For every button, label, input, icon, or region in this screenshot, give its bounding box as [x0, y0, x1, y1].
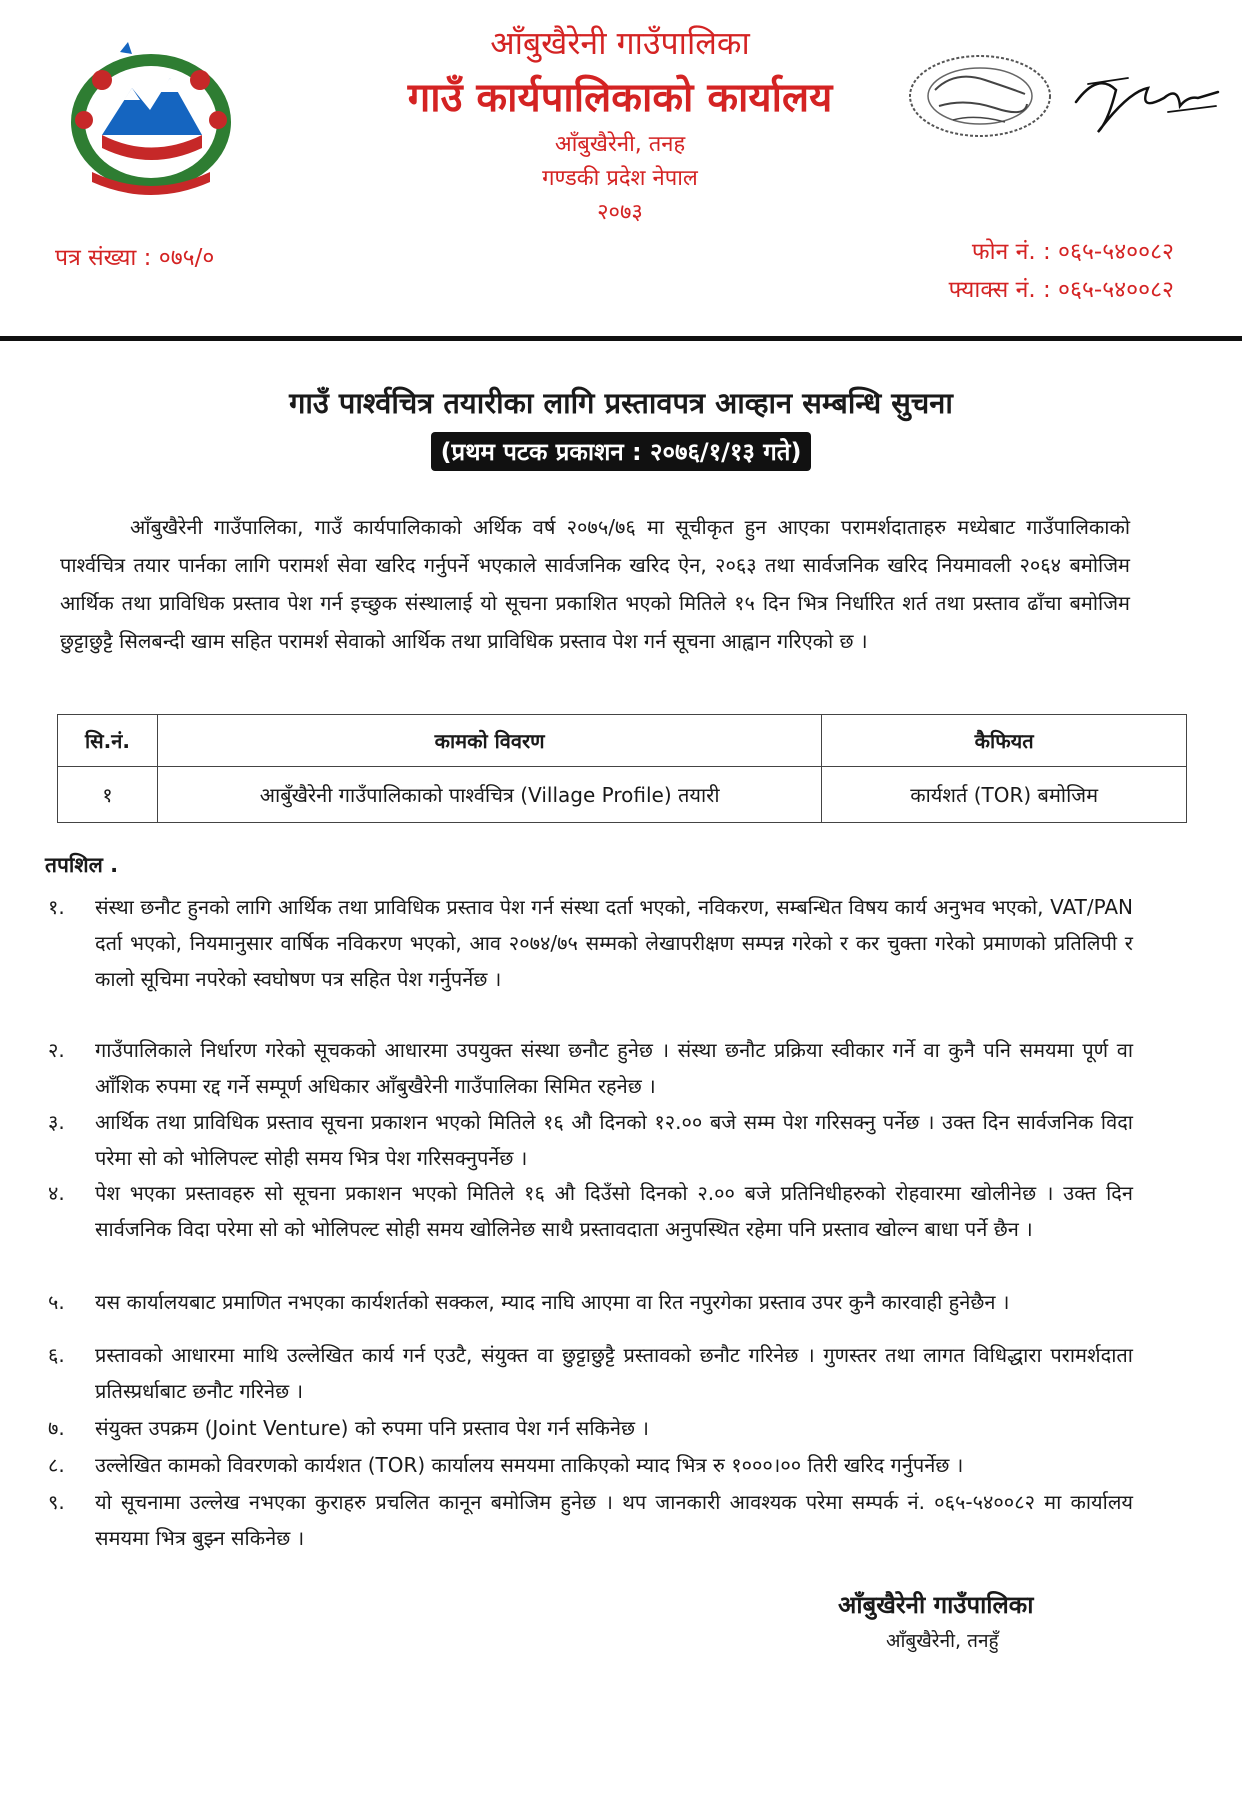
clause-item [48, 1032, 1133, 1104]
clause-text: यस कार्यालयबाट प्रमाणित नभएका कार्यशर्तको सक्कल, म्याद नाघि आएमा वा रित नपुरगेका प्रस्ताव उपर कुनै कारवाही हुनेछैन । [95, 1290, 1010, 1314]
clause-item [48, 1484, 1133, 1556]
notice-subtitle: (प्रथम पटक प्रकाशन : २०७६/१/१३ गते) [431, 432, 812, 471]
clause-number: २. [48, 1038, 65, 1062]
nepal-emblem-icon [62, 40, 240, 200]
fax-number: फ्याक्स नं. : ०६५-५४००८२ [948, 277, 1174, 303]
table-row [58, 767, 1187, 823]
notice-title: गाउँ पार्श्वचित्र तयारीका लागि प्रस्तावपत्र आव्हान सम्बन्धि सुचना [289, 386, 953, 420]
clause-item [48, 1447, 1133, 1483]
notice-subtitle-wrap [0, 432, 1242, 471]
table-header-row [58, 715, 1187, 767]
signature-icon [1068, 62, 1228, 142]
table-cell-sn: १ [58, 767, 158, 823]
clause-text: आर्थिक तथा प्राविधिक प्रस्ताव सूचना प्रकाशन भएको मितिले १६ औ दिनको १२.०० बजे सम्म पेश गरिसक्नु पर्नेछ । उक्त दिन सार्वजनिक विदा परेमा सो को भोलिपल्ट सोही समय भित्र पेश गरिसक्नुपर्नेछ । [95, 1110, 1133, 1170]
clause-text: प्रस्तावको आधारमा माथि उल्लेखित कार्य गर्न एउटै, संयुक्त वा छुट्टाछुट्टै प्रस्तावको छनौट गरिनेछ । गुणस्तर तथा लागत विधिद्धारा परामर्शदाता प्रतिस्प्रर्धाबाट छनौट गरिनेछ । [95, 1343, 1133, 1403]
header-divider [0, 336, 1242, 341]
phone-number: फोन नं. : ०६५-५४००८२ [971, 239, 1174, 265]
clause-number: ९. [48, 1490, 65, 1514]
clause-item [48, 1104, 1133, 1176]
clause-item [48, 1410, 1133, 1446]
clause-item [48, 1337, 1133, 1409]
signatory-organization: आँबुखैरेनी गाउँपालिका [838, 1591, 1034, 1619]
clause-text: संस्था छनौट हुनको लागि आर्थिक तथा प्राविधिक प्रस्ताव पेश गर्न संस्था दर्ता भएको, नविकरण, सम्बन्धित विषय कार्य अनुभव भएको, VAT/PAN दर्ता भएको, नियमानुसार वार्षिक नविकरण भएको, आव २०७४/७५ सम्मको लेखापरीक्षण सम्पन्न गरेको र कर चुक्ता गरेको प्रमाणको प्रतिलिपी र कालो सूचिमा नपरेको स्वघोषण पत्र सहित पेश गर्नुपर्नेछ । [95, 895, 1133, 991]
clause-number: ८. [48, 1453, 65, 1477]
letterhead [300, 20, 940, 230]
clause-text: पेश भएका प्रस्तावहरु सो सूचना प्रकाशन भएको मितिले १६ औ दिउँसो दिनको २.०० बजे प्रतिनिधीहरुको रोहवारमा खोलीनेछ । उक्त दिन सार्वजनिक विदा परेमा सो को भोलिपल्ट सोही समय खोलिनेछ साथै प्रस्तावदाता अनुपस्थित रहेमा पनि प्रस्ताव खोल्न बाधा पर्ने छैन । [95, 1181, 1133, 1241]
established-year: २०७३ [597, 200, 643, 225]
office-name: गाउँ कार्यपालिकाको कार्यालय [407, 75, 833, 121]
office-stamp-icon [905, 50, 1055, 142]
clause-number: ५. [48, 1290, 65, 1314]
clause-text: गाउँपालिकाले निर्धारण गरेको सूचकको आधारमा उपयुक्त संस्था छनौट हुनेछ । संस्था छनौट प्रक्रिया स्वीकार गर्ने वा कुनै पनि समयमा पूर्ण वा आँशिक रुपमा रद्द गर्ने सम्पूर्ण अधिकार आँबुखैरेनी गाउँपालिका सिमित रहनेछ । [95, 1038, 1133, 1098]
clause-number: १. [48, 895, 65, 919]
table-cell-remarks: कार्यशर्त (TOR) बमोजिम [822, 767, 1187, 823]
office-address: आँबुखैरेनी, तनह [554, 132, 686, 157]
signatory-place: आँबुखैरेनी, तनहुँ [886, 1630, 999, 1652]
table-header-remarks: कैफियत [822, 715, 1187, 767]
clause-text: यो सूचनामा उल्लेख नभएका कुराहरु प्रचलित कानून बमोजिम हुनेछ । थप जानकारी आवश्यक परेमा सम्पर्क नं. ०६५-५४००८२ मा कार्यालय समयमा भित्र बुझ्न सकिनेछ । [95, 1490, 1133, 1550]
clause-number: ७. [48, 1416, 65, 1440]
clause-text: उल्लेखित कामको विवरणको कार्यशत (TOR) कार्यालय समयमा ताकिएको म्याद भित्र रु १०००।०० तिरी खरिद गर्नुपर्नेछ । [95, 1453, 964, 1477]
province-name: गण्डकी प्रदेश नेपाल [542, 166, 698, 191]
letter-number: पत्र संख्या : ०७५/० [55, 245, 215, 271]
clause-item [48, 1284, 1133, 1320]
clause-text: संयुक्त उपक्रम (Joint Venture) को रुपमा पनि प्रस्ताव पेश गर्न सकिनेछ । [95, 1416, 649, 1440]
table-header-description: कामको विवरण [157, 715, 821, 767]
clause-item [48, 1175, 1133, 1247]
table-header-sn: सि.नं. [58, 715, 158, 767]
clause-number: ३. [48, 1110, 65, 1134]
clauses-heading: तपशिल . [45, 853, 119, 877]
clause-number: ४. [48, 1181, 65, 1205]
work-table [57, 714, 1187, 823]
clause-number: ६. [48, 1343, 65, 1367]
intro-paragraph: आँबुखैरेनी गाउँपालिका, गाउँ कार्यपालिकाको अर्थिक वर्ष २०७५/७६ मा सूचीकृत हुन आएका परामर्शदाताहरु मध्येबाट गाउँपालिकाको पार्श्वचित्र तयार पार्नका लागि परामर्श सेवा खरिद गर्नुपर्ने भएकाले सार्वजनिक खरिद ऐन, २०६३ तथा सार्वजनिक खरिद नियमावली २०६४ बमोजिम आर्थिक तथा प्राविधिक प्रस्ताव पेश गर्न इच्छुक संस्थालाई यो सूचना प्रकाशित भएको मितिले १५ दिन भित्र निर्धारित शर्त तथा प्रस्ताव ढाँचा बमोजिम छुट्टाछुट्टै सिलबन्दी खाम सहित परामर्श सेवाको आर्थिक तथा प्राविधिक प्रस्ताव पेश गर्न सूचना आह्वान गरिएको छ । [60, 515, 1130, 653]
municipality-name: आँबुखैरेनी गाउँपालिका [490, 24, 750, 62]
table-cell-description: आबुँखैरेनी गाउँपालिकाको पार्श्वचित्र (Village Profile) तयारी [157, 767, 821, 823]
clause-item [48, 889, 1133, 997]
